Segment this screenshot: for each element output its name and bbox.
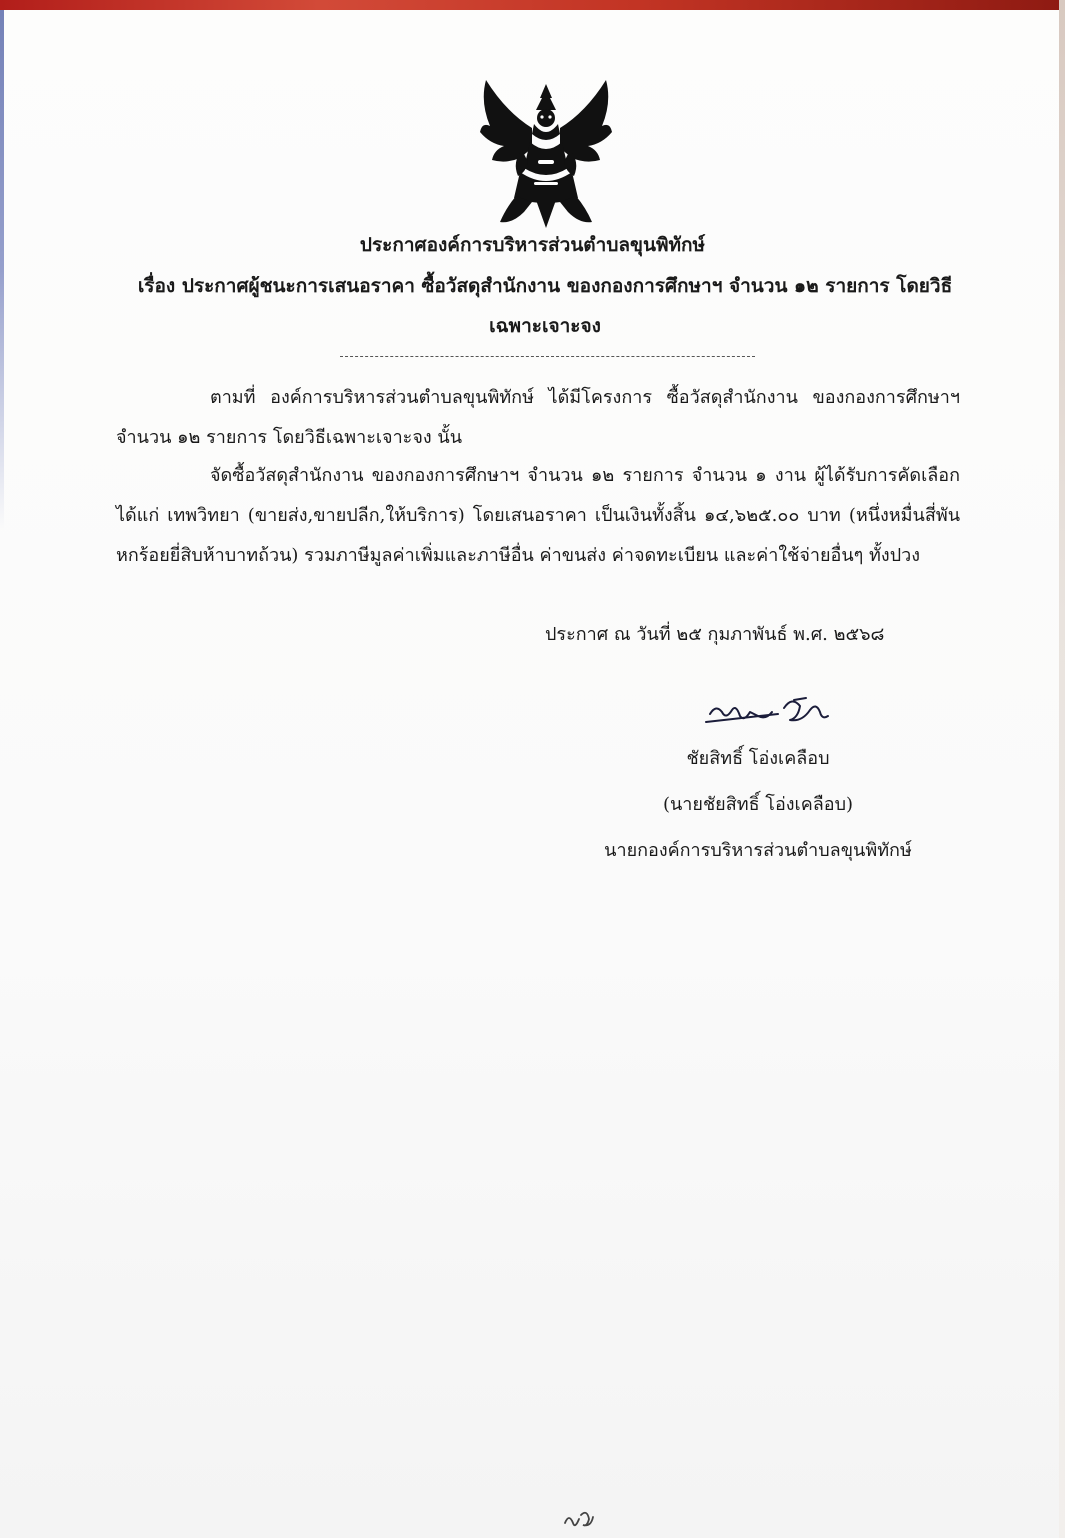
page-left-edge: [0, 10, 4, 530]
document-title: ประกาศองค์การบริหารส่วนตำบลขุนพิทักษ์: [359, 234, 706, 256]
signer-name: ชัยสิทธิ์ โอ่งเคลือบ: [686, 748, 830, 769]
signer-position: นายกองค์การบริหารส่วนตำบลขุนพิทักษ์: [604, 840, 912, 861]
paragraph-1: ตามที่ องค์การบริหารส่วนตำบลขุนพิทักษ์ ได้มีโครงการ ซื้อวัสดุสำนักงาน ของกองการศึกษาฯ จำนวน ๑๒ รายการ โดยวิธีเฉพาะเจาะจง นั้น: [116, 387, 960, 448]
paragraph-2: จัดซื้อวัสดุสำนักงาน ของกองการศึกษาฯ จำนวน ๑๒ รายการ จำนวน ๑ งาน ผู้ได้รับการคัดเลือก ได้แก่ เทพวิทยา (ขายส่ง,ขายปลีก,ให้บริการ) โดยเสนอราคา เป็นเงินทั้งสิ้น ๑๔,๖๒๕.๐๐ บาท (หนึ่งหมื่นสี่พันหกร้อยยี่สิบห้าบาทถ้วน) รวมภาษีมูลค่าเพิ่มและภาษีอื่น ค่าขนส่ง ค่าจดทะเบียน และค่าใช้จ่ายอื่นๆ ทั้งปวง: [116, 465, 960, 566]
page-top-edge: [0, 0, 1065, 10]
garuda-emblem-icon: [476, 72, 616, 232]
handwritten-signature: [702, 692, 832, 732]
announce-date: ประกาศ ณ วันที่ ๒๕ กุมภาพันธ์ พ.ศ. ๒๕๖๘: [545, 624, 885, 645]
handwritten-initial: [561, 1505, 597, 1533]
signer-full-name: (นายชัยสิทธิ์ โอ่งเคลือบ): [662, 794, 854, 815]
document-subject: เรื่อง ประกาศผู้ชนะการเสนอราคา ซื้อวัสดุสำนักงาน ของกองการศึกษาฯ จำนวน ๑๒ รายการ โดยวิธีเฉพาะเจาะจง: [137, 275, 953, 337]
divider-line: [340, 356, 755, 357]
